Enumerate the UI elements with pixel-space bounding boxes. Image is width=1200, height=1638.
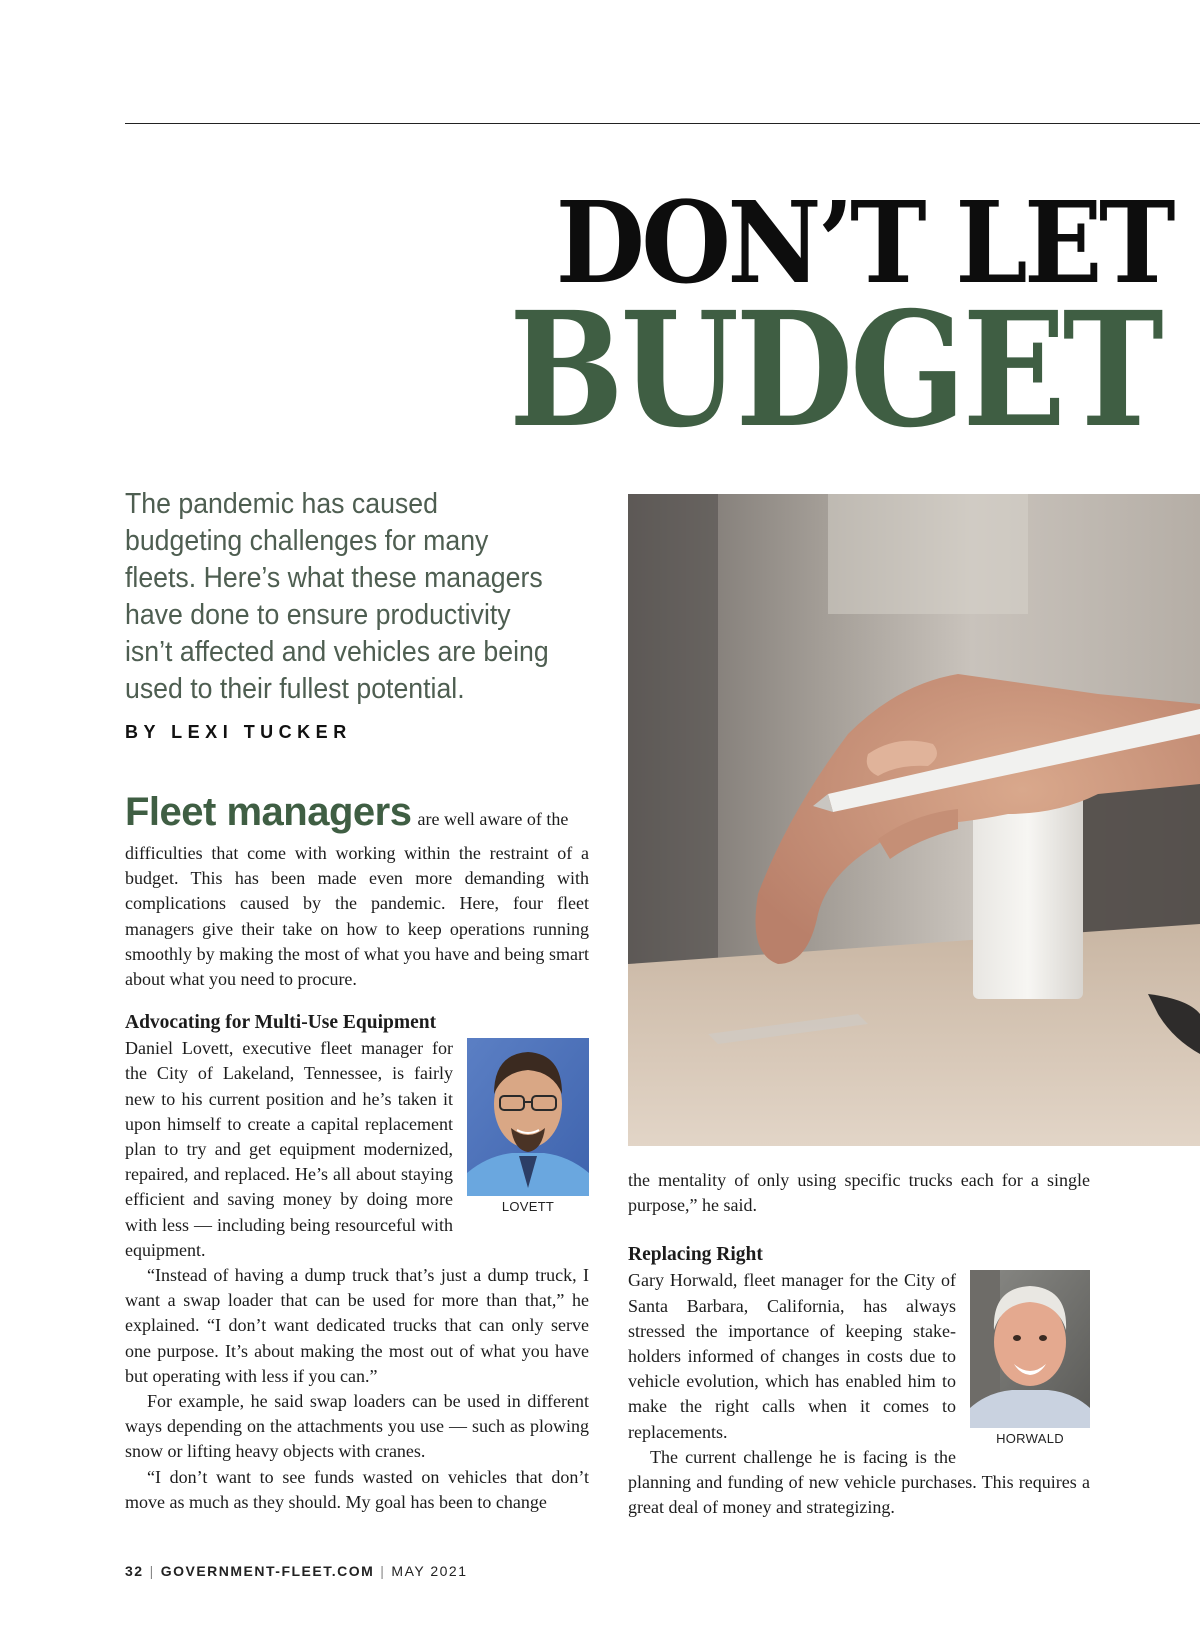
lovett-headshot (467, 1038, 589, 1196)
section2-paragraph-2: The current challenge he is facing is the planning and funding of new vehicle purchases. This requires a great deal of money and strategizing. (628, 1446, 1090, 1518)
section1-paragraph-2: “Instead of having a dump truck that’s just a dump truck, I want a swap loader that can be used for more than that,” he explained. “I don’t want dedicated trucks that can only serve one purpose. It’s about making the most out of what you have but operating with less if you can.” (125, 1265, 589, 1386)
lovett-photo-figure (467, 1038, 589, 1218)
section2-paragraph-1: Gary Horwald, fleet manager for the City of Santa Barbara, California, has always stressed the importance of keeping stake-holders informed of changes in costs due to vehicle evolution, which has enabled him to make the right calls when it comes to replacements. (628, 1270, 956, 1442)
lead-intro-rest: difficulties that come with working within the restraint of a budget. This has been made even more demanding with complications caused by the pandemic. Here, four fleet managers give their take on how to keep operations running smoothly by making the most of what you have and being smart about what you need to procure. (125, 843, 589, 990)
section1-paragraph-1: Daniel Lovett, executive fleet manager for the City of Lakeland, Tennessee, is fairly new to his current position and he’s taken it upon himself to create a capital replacement plan to try and get equipment modernized, repaired, and replaced. He’s all about staying efficient and saving money by doing more with less — including being resourceful with equipment. (125, 1038, 453, 1260)
right-column (628, 1168, 1090, 1520)
horwald-photo-figure (970, 1270, 1090, 1450)
section1-paragraph-4: “I don’t want to see funds wasted on vehicles that don’t move as much as they should. My goal has been to change (125, 1466, 589, 1512)
footer-issue: MAY 2021 (391, 1563, 468, 1579)
headline-line-1: DON’T LET (555, 178, 1172, 309)
lead-intro-first-line: are well aware of the (417, 809, 569, 829)
page-number: 32 (125, 1563, 144, 1579)
section-heading-replacing-right: Replacing Right (628, 1244, 763, 1266)
footer-separator: | (149, 1563, 155, 1579)
page-footer (125, 1563, 468, 1579)
lead-in: Fleet managers (125, 790, 412, 834)
left-column (125, 790, 589, 1515)
lovett-photo-caption: LOVETT (501, 1199, 555, 1215)
lead-line (125, 790, 589, 841)
section-heading-multi-use: Advocating for Multi-Use Equipment (125, 1012, 437, 1034)
hand-with-pen-photo (628, 494, 1200, 1146)
section1-paragraph-3: For example, he said swap loaders can be used in different ways depending on the attachments you use — such as plowing snow or lifting heavy objects with cranes. (125, 1391, 589, 1462)
footer-separator: | (380, 1563, 386, 1579)
lead-paragraph (125, 790, 589, 992)
byline: BY LEXI TUCKER (125, 722, 352, 742)
continued-paragraph: the mentality of only using specific trucks each for a single purpose,” he said. (628, 1170, 1090, 1216)
horwald-headshot (970, 1270, 1090, 1428)
horwald-photo-caption: HORWALD (996, 1431, 1064, 1447)
footer-site: GOVERNMENT-FLEET.COM (160, 1563, 375, 1579)
top-rule (125, 123, 1200, 124)
hand-with-pen-illustration (628, 494, 1200, 1146)
article-deck: The pandemic has caused budgeting challenges for many fleets. Here’s what these managers have done to ensure productivity isn’t affected and vehicles are being used to their fullest potential. (125, 488, 549, 705)
headline-line-2: BUDGET (508, 278, 1160, 463)
